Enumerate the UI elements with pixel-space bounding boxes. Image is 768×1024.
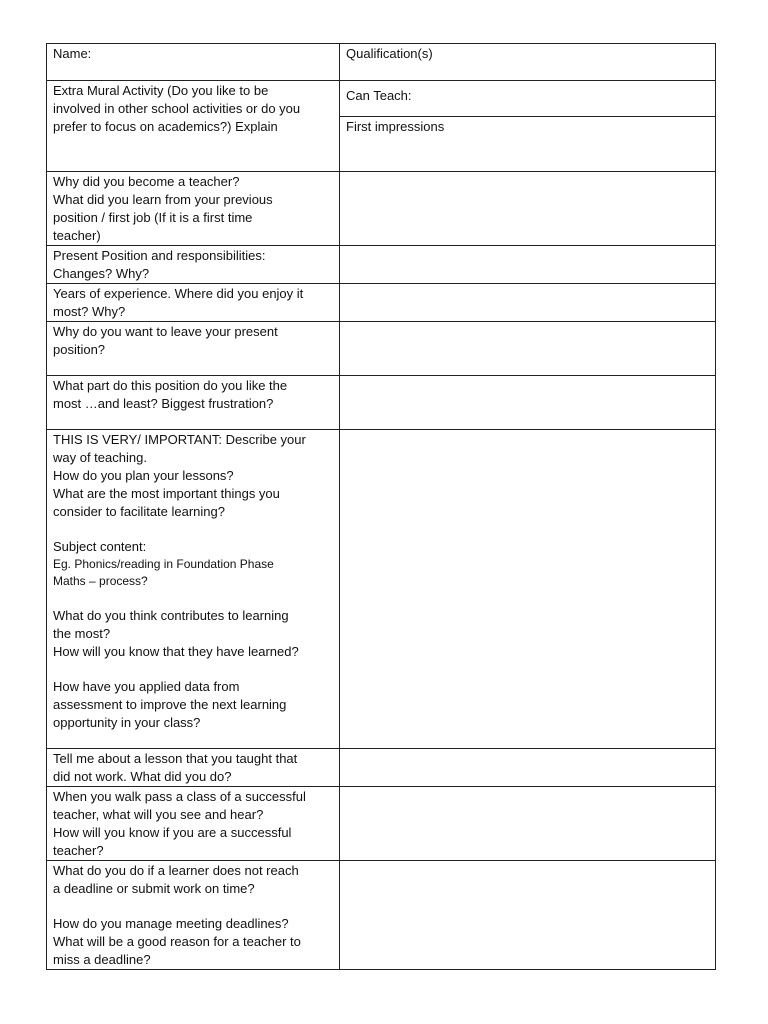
question-line: way of teaching.: [53, 450, 147, 465]
subject-content-example: Maths – process?: [53, 574, 148, 588]
can-teach-label: Can Teach:: [346, 88, 412, 103]
table-row: [47, 787, 716, 861]
question-line: What part do this position do you like the: [53, 378, 288, 393]
spacer: [53, 898, 333, 915]
question-line: did not work. What did you do?: [53, 769, 232, 784]
question-line: THIS IS VERY/ IMPORTANT: Describe your: [53, 432, 306, 447]
question-line: What do you do if a learner does not reach: [53, 863, 299, 878]
name-label: Name:: [53, 46, 92, 61]
question-cell: [47, 749, 340, 787]
question-cell: [47, 246, 340, 284]
answer-cell[interactable]: [340, 430, 716, 749]
question-cell: [47, 322, 340, 376]
first-impressions-label: First impressions: [346, 119, 445, 134]
question-line: Tell me about a lesson that you taught that: [53, 751, 298, 766]
answer-cell[interactable]: [340, 284, 716, 322]
question-line: What did you learn from your previous: [53, 192, 273, 207]
qualifications-label: Qualification(s): [346, 46, 433, 61]
question-line: involved in other school activities or do you: [53, 101, 301, 116]
table-row-name: [47, 44, 716, 81]
question-line: How will you know that they have learned?: [53, 644, 299, 659]
question-line: How have you applied data from: [53, 679, 240, 694]
spacer: [53, 521, 333, 538]
table-row: [47, 376, 716, 430]
extra-mural-question-cell: [47, 81, 340, 172]
question-line: How do you manage meeting deadlines?: [53, 916, 289, 931]
question-line: the most?: [53, 626, 111, 641]
subject-content-example: Eg. Phonics/reading in Foundation Phase: [53, 557, 274, 571]
answer-cell[interactable]: [340, 787, 716, 861]
question-line: What will be a good reason for a teacher to: [53, 934, 301, 949]
question-line: miss a deadline?: [53, 952, 151, 967]
table-row: [47, 284, 716, 322]
spacer: [53, 590, 333, 607]
question-line: position / first job (If it is a first time: [53, 210, 253, 225]
question-line: a deadline or submit work on time?: [53, 881, 255, 896]
answer-cell[interactable]: [340, 376, 716, 430]
table-row-extra-mural: [47, 81, 716, 172]
question-line: How do you plan your lessons?: [53, 468, 234, 483]
question-cell: [47, 376, 340, 430]
question-line: Changes? Why?: [53, 266, 150, 281]
question-line: How will you know if you are a successful: [53, 825, 292, 840]
question-line: consider to facilitate learning?: [53, 504, 225, 519]
question-line: prefer to focus on academics?) Explain: [53, 119, 278, 134]
teaching-question-cell: [47, 430, 340, 749]
question-cell: [47, 172, 340, 246]
table-row: [47, 322, 716, 376]
question-line: Years of experience. Where did you enjoy it: [53, 286, 304, 301]
table-row: [47, 749, 716, 787]
can-teach-impressions-cell: [340, 81, 716, 172]
can-teach-section: [340, 81, 715, 117]
name-label-cell: [47, 44, 340, 81]
question-line: Why did you become a teacher?: [53, 174, 240, 189]
table-row: [47, 246, 716, 284]
table-row-deadlines: [47, 861, 716, 970]
question-line: teacher, what will you see and hear?: [53, 807, 264, 822]
question-line: Extra Mural Activity (Do you like to be: [53, 83, 269, 98]
question-line: most? Why?: [53, 304, 126, 319]
question-line: assessment to improve the next learning: [53, 697, 287, 712]
question-line: Why do you want to leave your present: [53, 324, 278, 339]
question-line: position?: [53, 342, 106, 357]
answer-cell[interactable]: [340, 861, 716, 970]
table-row-teaching: [47, 430, 716, 749]
question-line: teacher): [53, 228, 101, 243]
question-line: teacher?: [53, 843, 104, 858]
table-row: [47, 172, 716, 246]
answer-cell[interactable]: [340, 322, 716, 376]
answer-cell[interactable]: [340, 172, 716, 246]
answer-cell[interactable]: [340, 246, 716, 284]
deadline-question-cell: [47, 861, 340, 970]
question-line: What do you think contributes to learning: [53, 608, 289, 623]
qualifications-cell: [340, 44, 716, 81]
spacer: [53, 661, 333, 678]
first-impressions-section: [340, 117, 715, 136]
question-cell: [47, 787, 340, 861]
question-line: opportunity in your class?: [53, 715, 201, 730]
answer-cell[interactable]: [340, 749, 716, 787]
interview-form-table: [46, 43, 716, 970]
question-cell: [47, 284, 340, 322]
question-line: most …and least? Biggest frustration?: [53, 396, 274, 411]
question-line: Present Position and responsibilities:: [53, 248, 266, 263]
question-line: When you walk pass a class of a successful: [53, 789, 306, 804]
question-line: What are the most important things you: [53, 486, 280, 501]
subject-content-heading: Subject content:: [53, 539, 147, 554]
